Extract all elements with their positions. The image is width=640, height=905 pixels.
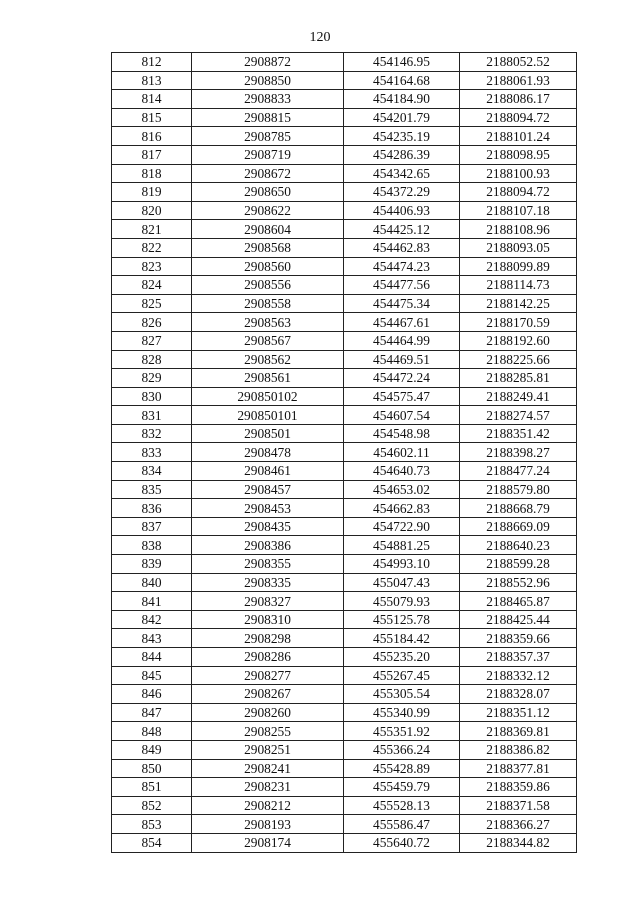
y-coordinate-cell: 2188170.59 — [460, 313, 577, 332]
code-cell: 290850101 — [192, 406, 344, 425]
table-row — [112, 629, 577, 648]
x-coordinate-cell: 454475.34 — [344, 294, 460, 313]
y-coordinate-cell: 2188359.86 — [460, 778, 577, 797]
point-number-cell: 829 — [112, 369, 192, 388]
x-coordinate-cell: 455047.43 — [344, 573, 460, 592]
point-number-cell: 851 — [112, 778, 192, 797]
x-coordinate-cell: 454662.83 — [344, 499, 460, 518]
table-row — [112, 71, 577, 90]
table-row — [112, 90, 577, 109]
y-coordinate-cell: 2188107.18 — [460, 201, 577, 220]
code-cell: 2908453 — [192, 499, 344, 518]
code-cell: 2908604 — [192, 220, 344, 239]
x-coordinate-cell: 454467.61 — [344, 313, 460, 332]
x-coordinate-cell: 454548.98 — [344, 424, 460, 443]
code-cell: 2908260 — [192, 703, 344, 722]
x-coordinate-cell: 454602.11 — [344, 443, 460, 462]
y-coordinate-cell: 2188369.81 — [460, 722, 577, 741]
x-coordinate-cell: 455184.42 — [344, 629, 460, 648]
x-coordinate-cell: 454881.25 — [344, 536, 460, 555]
table-row — [112, 238, 577, 257]
point-number-cell: 849 — [112, 740, 192, 759]
table-row — [112, 164, 577, 183]
y-coordinate-cell: 2188477.24 — [460, 462, 577, 481]
y-coordinate-cell: 2188344.82 — [460, 833, 577, 852]
code-cell: 2908241 — [192, 759, 344, 778]
x-coordinate-cell: 454464.99 — [344, 331, 460, 350]
table-row — [112, 666, 577, 685]
code-cell: 2908501 — [192, 424, 344, 443]
table-row — [112, 759, 577, 778]
table-row — [112, 350, 577, 369]
y-coordinate-cell: 2188285.81 — [460, 369, 577, 388]
point-number-cell: 854 — [112, 833, 192, 852]
y-coordinate-cell: 2188225.66 — [460, 350, 577, 369]
x-coordinate-cell: 455586.47 — [344, 815, 460, 834]
code-cell: 2908461 — [192, 462, 344, 481]
code-cell: 2908872 — [192, 53, 344, 72]
table-row — [112, 294, 577, 313]
y-coordinate-cell: 2188465.87 — [460, 592, 577, 611]
y-coordinate-cell: 2188061.93 — [460, 71, 577, 90]
y-coordinate-cell: 2188599.28 — [460, 555, 577, 574]
y-coordinate-cell: 2188192.60 — [460, 331, 577, 350]
code-cell: 2908435 — [192, 517, 344, 536]
table-row — [112, 220, 577, 239]
code-cell: 2908650 — [192, 183, 344, 202]
table-row — [112, 833, 577, 852]
y-coordinate-cell: 2188142.25 — [460, 294, 577, 313]
table-row — [112, 443, 577, 462]
code-cell: 2908556 — [192, 276, 344, 295]
table-row — [112, 108, 577, 127]
code-cell: 2908562 — [192, 350, 344, 369]
point-number-cell: 818 — [112, 164, 192, 183]
code-cell: 2908286 — [192, 648, 344, 667]
code-cell: 2908815 — [192, 108, 344, 127]
x-coordinate-cell: 454164.68 — [344, 71, 460, 90]
x-coordinate-cell: 454653.02 — [344, 480, 460, 499]
point-number-cell: 832 — [112, 424, 192, 443]
y-coordinate-cell: 2188114.73 — [460, 276, 577, 295]
x-coordinate-cell: 454406.93 — [344, 201, 460, 220]
point-number-cell: 838 — [112, 536, 192, 555]
table-row — [112, 313, 577, 332]
y-coordinate-cell: 2188371.58 — [460, 796, 577, 815]
point-number-cell: 813 — [112, 71, 192, 90]
code-cell: 2908355 — [192, 555, 344, 574]
x-coordinate-cell: 455267.45 — [344, 666, 460, 685]
table-row — [112, 740, 577, 759]
y-coordinate-cell: 2188094.72 — [460, 108, 577, 127]
y-coordinate-cell: 2188086.17 — [460, 90, 577, 109]
x-coordinate-cell: 454993.10 — [344, 555, 460, 574]
y-coordinate-cell: 2188552.96 — [460, 573, 577, 592]
x-coordinate-cell: 455459.79 — [344, 778, 460, 797]
x-coordinate-cell: 454472.24 — [344, 369, 460, 388]
x-coordinate-cell: 454372.29 — [344, 183, 460, 202]
table-row — [112, 573, 577, 592]
point-number-cell: 827 — [112, 331, 192, 350]
point-number-cell: 830 — [112, 387, 192, 406]
x-coordinate-cell: 455079.93 — [344, 592, 460, 611]
point-number-cell: 823 — [112, 257, 192, 276]
y-coordinate-cell: 2188398.27 — [460, 443, 577, 462]
code-cell: 2908386 — [192, 536, 344, 555]
y-coordinate-cell: 2188052.52 — [460, 53, 577, 72]
table-row — [112, 703, 577, 722]
x-coordinate-cell: 454722.90 — [344, 517, 460, 536]
y-coordinate-cell: 2188249.41 — [460, 387, 577, 406]
table-row — [112, 387, 577, 406]
point-number-cell: 852 — [112, 796, 192, 815]
table-row — [112, 53, 577, 72]
table-row — [112, 480, 577, 499]
code-cell: 2908174 — [192, 833, 344, 852]
code-cell: 2908193 — [192, 815, 344, 834]
code-cell: 2908850 — [192, 71, 344, 90]
x-coordinate-cell: 454342.65 — [344, 164, 460, 183]
x-coordinate-cell: 454184.90 — [344, 90, 460, 109]
point-number-cell: 846 — [112, 685, 192, 704]
point-number-cell: 825 — [112, 294, 192, 313]
code-cell: 2908298 — [192, 629, 344, 648]
table-row — [112, 815, 577, 834]
point-number-cell: 853 — [112, 815, 192, 834]
y-coordinate-cell: 2188099.89 — [460, 257, 577, 276]
point-number-cell: 821 — [112, 220, 192, 239]
x-coordinate-cell: 455235.20 — [344, 648, 460, 667]
table-row — [112, 257, 577, 276]
x-coordinate-cell: 454201.79 — [344, 108, 460, 127]
table-row — [112, 536, 577, 555]
y-coordinate-cell: 2188359.66 — [460, 629, 577, 648]
table-row — [112, 722, 577, 741]
table-row — [112, 201, 577, 220]
x-coordinate-cell: 455351.92 — [344, 722, 460, 741]
y-coordinate-cell: 2188351.12 — [460, 703, 577, 722]
point-number-cell: 844 — [112, 648, 192, 667]
table-row — [112, 592, 577, 611]
x-coordinate-cell: 455528.13 — [344, 796, 460, 815]
code-cell: 2908231 — [192, 778, 344, 797]
code-cell: 2908561 — [192, 369, 344, 388]
x-coordinate-cell: 454607.54 — [344, 406, 460, 425]
x-coordinate-cell: 455366.24 — [344, 740, 460, 759]
table-row — [112, 499, 577, 518]
point-number-cell: 850 — [112, 759, 192, 778]
code-cell: 2908212 — [192, 796, 344, 815]
code-cell: 2908277 — [192, 666, 344, 685]
x-coordinate-cell: 454425.12 — [344, 220, 460, 239]
point-number-cell: 824 — [112, 276, 192, 295]
code-cell: 2908255 — [192, 722, 344, 741]
y-coordinate-cell: 2188386.82 — [460, 740, 577, 759]
y-coordinate-cell: 2188640.23 — [460, 536, 577, 555]
point-number-cell: 819 — [112, 183, 192, 202]
table-row — [112, 610, 577, 629]
code-cell: 2908785 — [192, 127, 344, 146]
y-coordinate-cell: 2188669.09 — [460, 517, 577, 536]
table-row — [112, 406, 577, 425]
table-row — [112, 331, 577, 350]
y-coordinate-cell: 2188351.42 — [460, 424, 577, 443]
x-coordinate-cell: 454474.23 — [344, 257, 460, 276]
coordinates-table — [111, 52, 577, 853]
point-number-cell: 816 — [112, 127, 192, 146]
point-number-cell: 835 — [112, 480, 192, 499]
x-coordinate-cell: 455125.78 — [344, 610, 460, 629]
x-coordinate-cell: 454640.73 — [344, 462, 460, 481]
page-number: 120 — [309, 30, 331, 45]
table-row — [112, 369, 577, 388]
point-number-cell: 845 — [112, 666, 192, 685]
point-number-cell: 814 — [112, 90, 192, 109]
table-row — [112, 796, 577, 815]
code-cell: 2908335 — [192, 573, 344, 592]
code-cell: 2908251 — [192, 740, 344, 759]
point-number-cell: 833 — [112, 443, 192, 462]
x-coordinate-cell: 454286.39 — [344, 145, 460, 164]
y-coordinate-cell: 2188101.24 — [460, 127, 577, 146]
x-coordinate-cell: 455340.99 — [344, 703, 460, 722]
code-cell: 2908567 — [192, 331, 344, 350]
x-coordinate-cell: 455305.54 — [344, 685, 460, 704]
code-cell: 290850102 — [192, 387, 344, 406]
code-cell: 2908558 — [192, 294, 344, 313]
code-cell: 2908563 — [192, 313, 344, 332]
point-number-cell: 820 — [112, 201, 192, 220]
table-row — [112, 462, 577, 481]
code-cell: 2908310 — [192, 610, 344, 629]
x-coordinate-cell: 454575.47 — [344, 387, 460, 406]
point-number-cell: 834 — [112, 462, 192, 481]
point-number-cell: 848 — [112, 722, 192, 741]
y-coordinate-cell: 2188377.81 — [460, 759, 577, 778]
point-number-cell: 840 — [112, 573, 192, 592]
code-cell: 2908719 — [192, 145, 344, 164]
code-cell: 2908327 — [192, 592, 344, 611]
x-coordinate-cell: 455428.89 — [344, 759, 460, 778]
code-cell: 2908568 — [192, 238, 344, 257]
table-row — [112, 183, 577, 202]
y-coordinate-cell: 2188357.37 — [460, 648, 577, 667]
y-coordinate-cell: 2188100.93 — [460, 164, 577, 183]
y-coordinate-cell: 2188108.96 — [460, 220, 577, 239]
table-row — [112, 127, 577, 146]
x-coordinate-cell: 454235.19 — [344, 127, 460, 146]
point-number-cell: 815 — [112, 108, 192, 127]
code-cell: 2908833 — [192, 90, 344, 109]
y-coordinate-cell: 2188579.80 — [460, 480, 577, 499]
point-number-cell: 843 — [112, 629, 192, 648]
point-number-cell: 847 — [112, 703, 192, 722]
point-number-cell: 841 — [112, 592, 192, 611]
point-number-cell: 817 — [112, 145, 192, 164]
x-coordinate-cell: 454146.95 — [344, 53, 460, 72]
code-cell: 2908672 — [192, 164, 344, 183]
point-number-cell: 828 — [112, 350, 192, 369]
point-number-cell: 839 — [112, 555, 192, 574]
table-row — [112, 778, 577, 797]
code-cell: 2908622 — [192, 201, 344, 220]
code-cell: 2908560 — [192, 257, 344, 276]
table-row — [112, 685, 577, 704]
table-row — [112, 424, 577, 443]
y-coordinate-cell: 2188668.79 — [460, 499, 577, 518]
table-row — [112, 648, 577, 667]
y-coordinate-cell: 2188425.44 — [460, 610, 577, 629]
point-number-cell: 822 — [112, 238, 192, 257]
y-coordinate-cell: 2188094.72 — [460, 183, 577, 202]
x-coordinate-cell: 454477.56 — [344, 276, 460, 295]
code-cell: 2908478 — [192, 443, 344, 462]
x-coordinate-cell: 454462.83 — [344, 238, 460, 257]
code-cell: 2908267 — [192, 685, 344, 704]
coordinates-table-body — [112, 53, 577, 853]
point-number-cell: 842 — [112, 610, 192, 629]
point-number-cell: 831 — [112, 406, 192, 425]
y-coordinate-cell: 2188093.05 — [460, 238, 577, 257]
table-row — [112, 517, 577, 536]
y-coordinate-cell: 2188098.95 — [460, 145, 577, 164]
point-number-cell: 837 — [112, 517, 192, 536]
point-number-cell: 826 — [112, 313, 192, 332]
table-row — [112, 555, 577, 574]
y-coordinate-cell: 2188274.57 — [460, 406, 577, 425]
code-cell: 2908457 — [192, 480, 344, 499]
table-row — [112, 276, 577, 295]
y-coordinate-cell: 2188328.07 — [460, 685, 577, 704]
x-coordinate-cell: 454469.51 — [344, 350, 460, 369]
table-row — [112, 145, 577, 164]
y-coordinate-cell: 2188332.12 — [460, 666, 577, 685]
y-coordinate-cell: 2188366.27 — [460, 815, 577, 834]
point-number-cell: 812 — [112, 53, 192, 72]
x-coordinate-cell: 455640.72 — [344, 833, 460, 852]
point-number-cell: 836 — [112, 499, 192, 518]
